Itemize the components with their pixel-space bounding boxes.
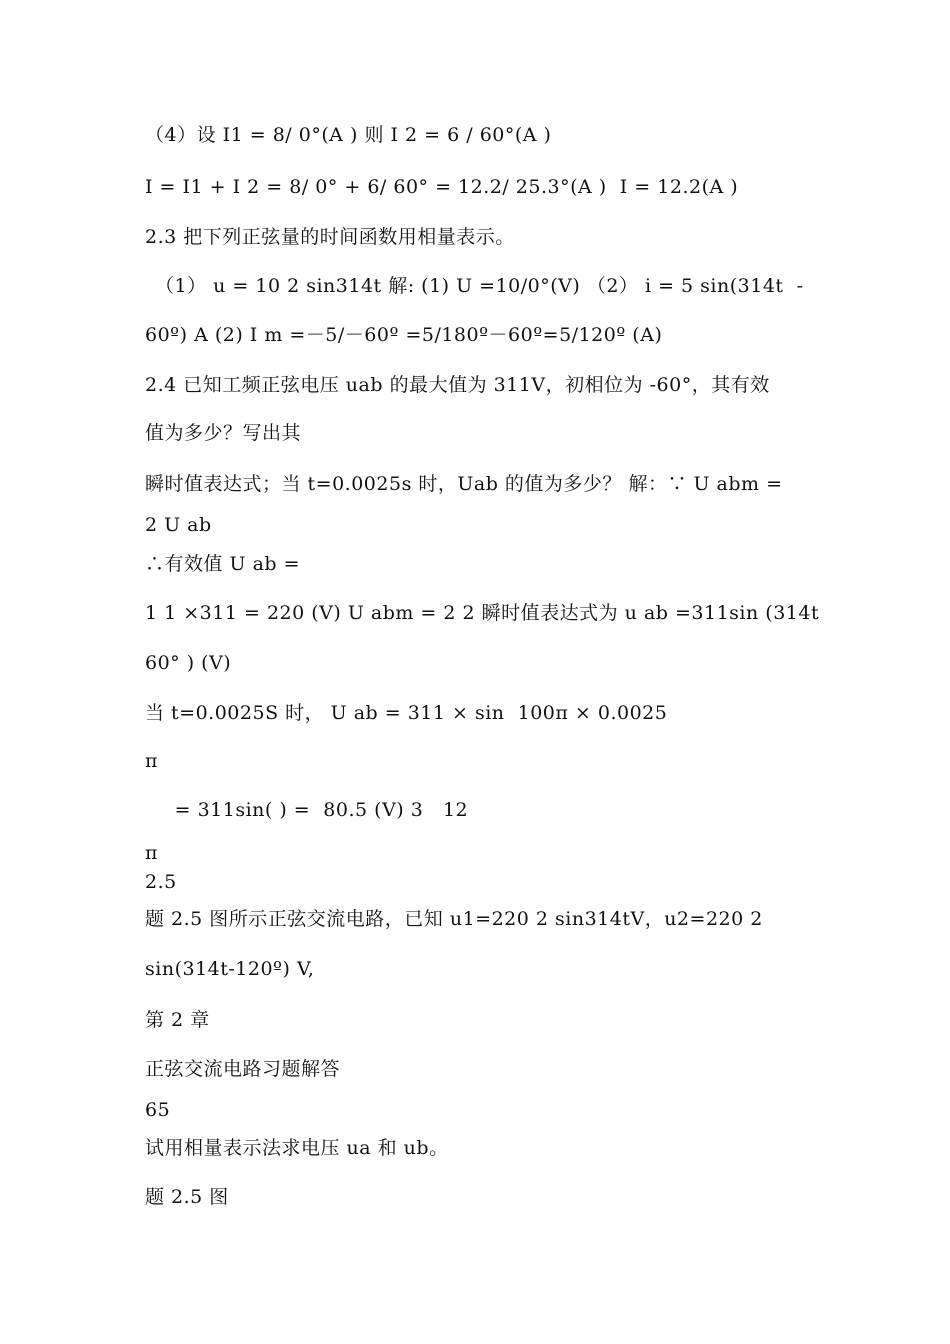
figure-caption: 题 2.5 图 — [145, 1186, 229, 1208]
line-4-setup: （4）设 I1 = 8/ 0°(A ) 则 I 2 = 6 / 60°(A ) — [145, 124, 552, 146]
line-pi-1: π — [145, 750, 158, 772]
line-2-3-part-2: 60º) A (2) I m =－5/－60º =5/180º－60º=5/120º (A) — [145, 324, 663, 346]
page-number: 65 — [145, 1099, 171, 1121]
line-2-5-task: 试用相量表示法求电压 ua 和 ub。 — [145, 1137, 449, 1159]
line-2-5-u2: sin(314t-120º) V, — [145, 958, 315, 980]
line-problem-2-5: 2.5 — [145, 871, 177, 893]
line-pi-2: π — [145, 842, 158, 864]
line-2-4-question: 瞬时值表达式；当 t=0.0025s 时，Uab 的值为多少？ 解：∵ U abm = — [145, 473, 783, 495]
line-2-4-phase: 60° ) (V) — [145, 652, 232, 674]
line-problem-2-4: 2.4 已知工频正弦电压 uab 的最大值为 311V，初相位为 -60°，其有效 — [145, 374, 770, 396]
line-2-4-rms: ∴有效值 U ab = — [145, 553, 301, 575]
line-current-sum: I = I1 + I 2 = 8/ 0° + 6/ 60° = 12.2/ 25.3°(A ) I = 12.2(A ) — [145, 176, 739, 198]
line-2-3-part-1: （1） u = 10 2 sin314t 解: (1) U =10/0°(V) （2） i = 5 sin(314t - — [155, 275, 804, 297]
line-2-4-instant: 当 t=0.0025S 时， U ab = 311 × sin 100π × 0.0025 — [145, 702, 668, 724]
line-2-5-desc: 题 2.5 图所示正弦交流电路，已知 u1=220 2 sin314tV，u2=220 2 — [145, 908, 763, 930]
line-2-4-result: = 311sin( ) = 80.5 (V) 3 12 — [155, 799, 469, 821]
line-problem-2-3: 2.3 把下列正弦量的时间函数用相量表示。 — [145, 226, 515, 248]
line-2-4-cont: 值为多少？写出其 — [145, 422, 302, 444]
chapter-title: 正弦交流电路习题解答 — [145, 1058, 341, 1080]
line-2-4-calc: 1 1 ×311 = 220 (V) U abm = 2 2 瞬时值表达式为 u ab =311sin (314t — [145, 602, 820, 624]
chapter-heading: 第 2 章 — [145, 1009, 210, 1031]
line-2-4-sqrt: 2 U ab — [145, 514, 212, 536]
